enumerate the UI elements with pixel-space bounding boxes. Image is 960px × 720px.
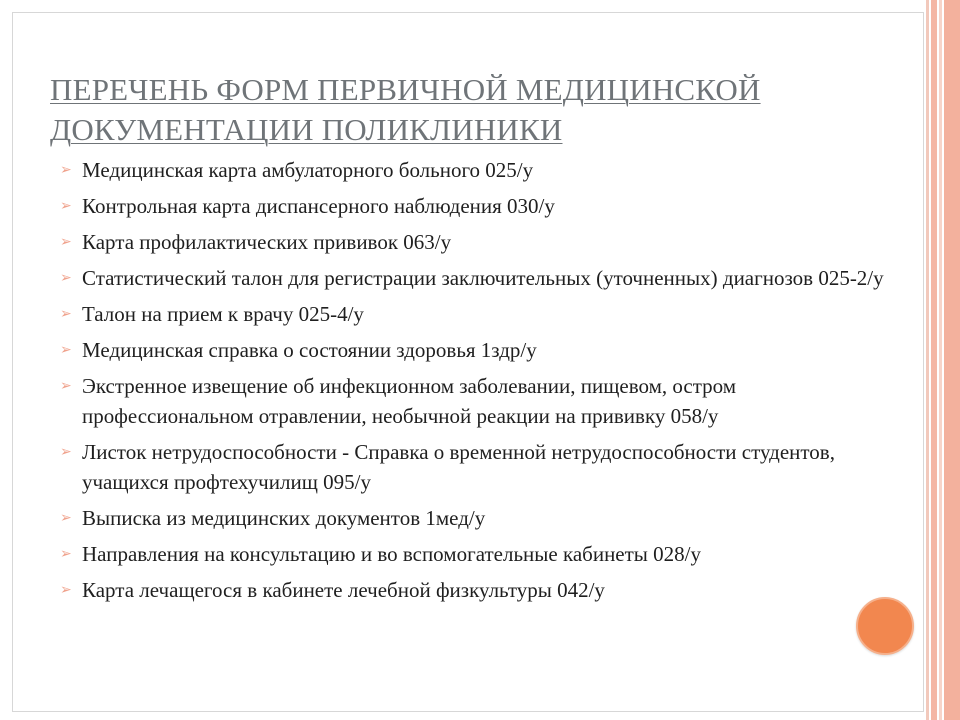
list-item-text: Карта профилактических прививок 063/у <box>82 230 452 254</box>
stripe <box>944 0 960 720</box>
arrow-bullet-icon: ➢ <box>60 270 72 286</box>
list-item <box>60 575 905 605</box>
list-item <box>60 503 905 533</box>
list-item <box>60 263 905 293</box>
decorative-stripes <box>926 0 960 720</box>
list-item-text: Контрольная карта диспансерного наблюдения 030/у <box>82 194 555 218</box>
list-item-text: Карта лечащегося в кабинете лечебной физкультуры 042/у <box>82 578 605 602</box>
list-item <box>60 437 905 497</box>
list-item <box>60 539 905 569</box>
list-item <box>60 227 905 257</box>
list-item <box>60 371 905 431</box>
arrow-bullet-icon: ➢ <box>60 444 72 460</box>
arrow-bullet-icon: ➢ <box>60 198 72 214</box>
decorative-circle <box>856 597 914 655</box>
list-item <box>60 299 905 329</box>
slide-title: ПЕРЕЧЕНЬ ФОРМ ПЕРВИЧНОЙ МЕДИЦИНСКОЙ ДОКУМЕНТАЦИИ ПОЛИКЛИНИКИ <box>50 72 761 147</box>
stripe <box>926 0 929 720</box>
list-item <box>60 191 905 221</box>
list-item-text: Выписка из медицинских документов 1мед/у <box>82 506 486 530</box>
arrow-bullet-icon: ➢ <box>60 234 72 250</box>
arrow-bullet-icon: ➢ <box>60 510 72 526</box>
list-item-text: Медицинская справка о состоянии здоровья 1здр/у <box>82 338 537 362</box>
list-item-text: Медицинская карта амбулаторного больного 025/у <box>82 158 534 182</box>
arrow-bullet-icon: ➢ <box>60 162 72 178</box>
list-item <box>60 335 905 365</box>
list-item-text: Статистический талон для регистрации заключительных (уточненных) диагнозов 025-2/у <box>82 266 884 290</box>
arrow-bullet-icon: ➢ <box>60 546 72 562</box>
arrow-bullet-icon: ➢ <box>60 378 72 394</box>
forms-list <box>60 155 905 611</box>
list-item-text: Талон на прием к врачу 025-4/у <box>82 302 364 326</box>
stripe <box>931 0 937 720</box>
arrow-bullet-icon: ➢ <box>60 342 72 358</box>
arrow-bullet-icon: ➢ <box>60 582 72 598</box>
arrow-bullet-icon: ➢ <box>60 306 72 322</box>
list-item-text: Листок нетрудоспособности - Справка о временной нетрудоспособности студентов, учащихся профтехучилищ 095/у <box>82 440 835 494</box>
list-item-text: Направления на консультацию и во вспомогательные кабинеты 028/у <box>82 542 701 566</box>
list-item-text: Экстренное извещение об инфекционном заболевании, пищевом, остром профессиональном отравлении, необычной реакции на прививку 058/у <box>82 374 737 428</box>
list-item <box>60 155 905 185</box>
stripe <box>939 0 942 720</box>
